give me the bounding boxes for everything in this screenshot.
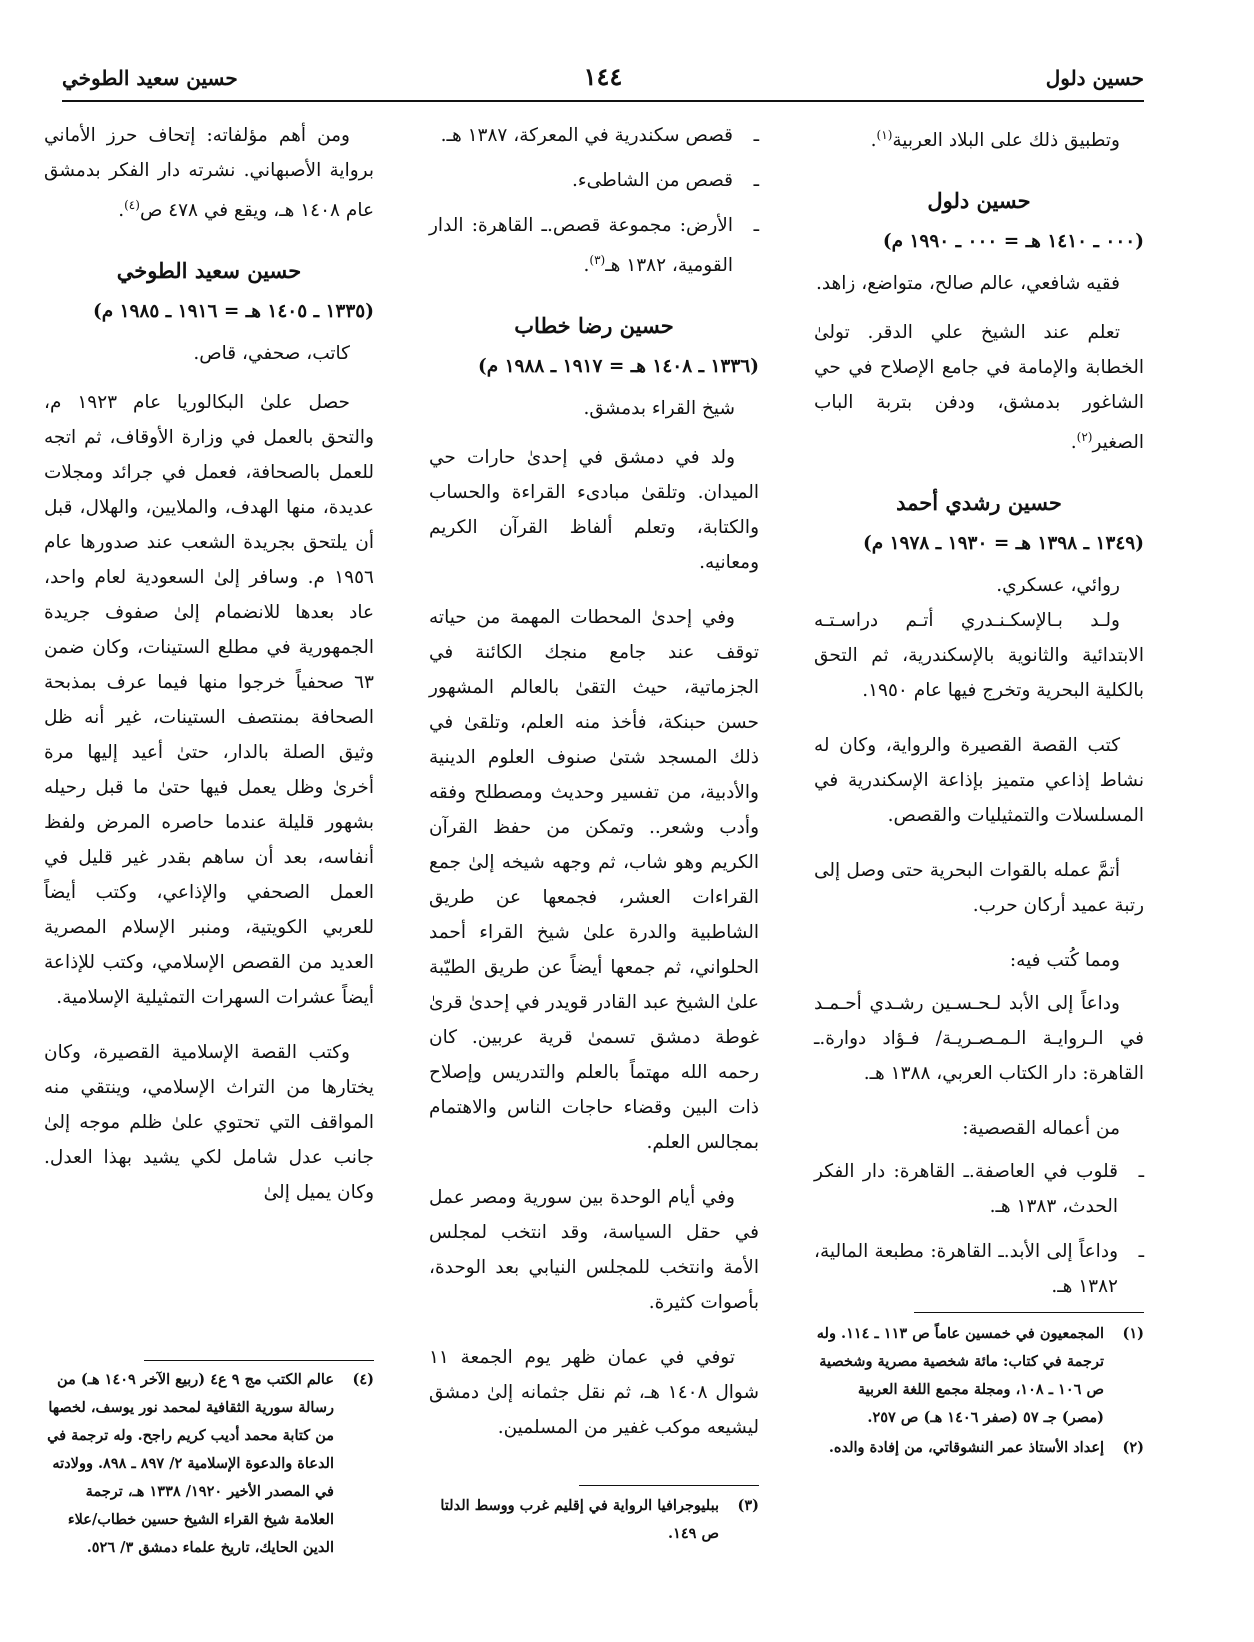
column-right bbox=[814, 118, 1144, 1314]
footnotes-left bbox=[44, 1366, 374, 1564]
work-item: ـ وداعاً إلى الأبد.ـ القاهرة: مطبعة المالية، ١٣٨٢ هـ. bbox=[814, 1241, 1144, 1298]
running-header bbox=[62, 58, 1144, 102]
work-item: ـ الأرض: مجموعة قصص.ـ القاهرة: الدار القومية، ١٣٨٢ هـ$^{(٣)}$. bbox=[429, 215, 759, 277]
continuation-paragraph: وتطبيق ذلك على البلاد العربية$^{(١)}$. bbox=[870, 128, 1120, 152]
column-middle bbox=[429, 118, 759, 1465]
bio-dates: (١٣٣٦ ـ ١٤٠٨ هـ = ١٩١٧ ـ ١٩٨٨ م) bbox=[477, 356, 759, 378]
column-left bbox=[44, 118, 374, 1230]
bio-paragraph: ولـد بـالإسكـنـدري أتـم دراسـتـه الابتدائية والثانوية بالإسكندرية، ثم التحق بالكلية البحرية وتخرج فيها عام ١٩٥٠. bbox=[814, 610, 1144, 702]
bio-description: روائي، عسكري. bbox=[996, 575, 1120, 597]
bio-paragraph: أتمَّ عمله بالقوات البحرية حتى وصل إلى رتبة عميد أركان حرب. bbox=[814, 860, 1144, 917]
work-item: ـ قلوب في العاصفة.ـ القاهرة: دار الفكر الحدث، ١٣٨٣ هـ. bbox=[814, 1161, 1144, 1218]
bio-title: حسين سعيد الطوخي bbox=[116, 258, 302, 284]
bio-paragraph: كتب القصة القصيرة والرواية، وكان له نشاط إذاعي متميز بإذاعة الإسكندرية في المسلسلات والتمثيليات والقصص. bbox=[814, 735, 1144, 827]
bio-paragraph: وفي إحدىٰ المحطات المهمة من حياته توقف عند جامع منجك الكائنة في الجزماتية، حيث التقىٰ بالعالم المشهور حسن حبنكة، فأخذ منه العلم، وتلقىٰ في ذلك المسجد شتىٰ صنوف العلوم الدينية والأدبية، من تفسير وحديث ومصطلح وفقه وأدب وشعر.. وتمكن من حفظ القرآن الكريم وهو شاب، ثم وجهه شيخه إلىٰ جمع القراءات العشر، فجمعها عن طريق الشاطبية والدرة علىٰ شيخ القراء أحمد الحلواني، ثم جمعها أيضاً عن طريق الطيّبة علىٰ الشيخ عبد القادر قويدر في إحدىٰ قرىٰ غوطة دمشق تسمىٰ قرية عربين. كان رحمه الله مهتماً بالعلم والتدريس وإصلاح ذات البين وقضاء حاجات الناس والاهتمام بمجالس العلم. bbox=[429, 607, 759, 1154]
bio-title: حسين رشدي أحمد bbox=[896, 490, 1062, 516]
bio-dates: (١٣٤٩ ـ ١٣٩٨ هـ = ١٩٣٠ ـ ١٩٧٨ م) bbox=[862, 533, 1144, 555]
bio-paragraph: حصل علىٰ البكالوريا عام ١٩٢٣ م، والتحق بالعمل في وزارة الأوقاف، ثم اتجه للعمل بالصحافة، فعمل في جرائد ومجلات عديدة، منها الهدف، والملايين، والهلال، قبل أن يلتحق بجريدة الشعب عند صدورها عام ١٩٥٦ م. وسافر إلىٰ السعودية لعام واحد، عاد بعدها للانضمام إلىٰ صفوف جريدة الجمهورية في مطلع الستينات، وكان ضمن ٦٣ صحفياً خرجوا منها فيما عرف بمذبحة الصحافة بمنتصف الستينات، غير أنه ظل وثيق الصلة بالدار، حتىٰ أعيد إليها مرة أخرىٰ وظل يعمل فيها حتىٰ ما قبل رحيله بشهور قليلة عندما حاصره المرض ولفظ أنفاسه، بعد أن ساهم بقدر غير قليل في العمل الصحفي والإذاعي، وكتب أيضاً للعربي الكويتية، ومنبر الإسلام المصرية العديد من القصص الإسلامي، وكتب للإذاعة أيضاً عشرات السهرات التمثيلية الإسلامية. bbox=[44, 392, 374, 1009]
footnote-rule bbox=[579, 1485, 759, 1486]
footnote-ref: (١) bbox=[876, 128, 893, 142]
bio-dates: (٠٠٠ ـ ١٤١٠ هـ = ٠٠٠ ـ ١٩٩٠ م) bbox=[882, 231, 1144, 253]
bio-paragraph: توفي في عمان ظهر يوم الجمعة ١١ شوال ١٤٠٨ هـ، ثم نقل جثمانه إلىٰ دمشق ليشيعه موكب غفير من المسلمين. bbox=[429, 1347, 759, 1439]
work-item: ـ قصص من الشاطىء. bbox=[572, 170, 759, 191]
footnote: (٢) إعداد الأستاذ عمر النشوقاتي، من إفادة والده. bbox=[828, 1439, 1144, 1456]
bio-description: شيخ القراء بدمشق. bbox=[583, 398, 735, 420]
work-item: ـ قصص سكندرية في المعركة، ١٣٨٧ هـ. bbox=[440, 125, 759, 146]
bio-description: فقيه شافعي، عالم صالح، متواضع، زاهد. bbox=[815, 273, 1120, 295]
footnote: (٤) عالم الكتب مج ٩ ع٤ (ربيع الآخر ١٤٠٩ هـ) من رسالة سورية الثقافية لمحمد نور يوسف، لخصها من كتابة محمد أديب كريم راجح. وله ترجمة في الدعاة والدعوة الإسلامية ٢/ ٨٩٧ ـ ٨٩٨. وولادته في المصدر الأخير ١٩٢٠/ ١٣٣٨ هـ، ترجمة العلامة شيخ القراء الشيخ حسين خطاب/علاء الدين الحايك، تاريخ علماء دمشق ٣/ ٥٢٦. bbox=[47, 1371, 374, 1556]
footnotes-right bbox=[814, 1320, 1144, 1464]
continuation-paragraph: ومن أهم مؤلفاته: إتحاف حرز الأماني برواية الأصبهاني. نشرته دار الفكر بدمشق عام ١٤٠٨ هـ، ويقع في ٤٧٨ ص$^{(٤)}$. bbox=[44, 125, 374, 222]
footnote-rule bbox=[914, 1312, 1144, 1313]
bio-paragraph: ولد في دمشق في إحدىٰ حارات حي الميدان. وتلقىٰ مبادىء القراءة والحساب والكتابة، وتعلم ألفاظ القرآن الكريم ومعانيه. bbox=[429, 447, 759, 574]
bio-paragraph: ومما كُتب فيه: bbox=[1009, 950, 1120, 972]
footnote-ref: (٣) bbox=[589, 253, 606, 267]
footnote: (٣) ببليوجرافيا الرواية في إقليم غرب ووسط الدلتا ص ١٤٩. bbox=[440, 1497, 759, 1542]
bio-paragraph: تعلم عند الشيخ علي الدقر. تولىٰ الخطابة والإمامة في جامع الإصلاح في حي الشاغور بدمشق، ودفن بتربة الباب الصغير$^{(٢)}$. bbox=[814, 322, 1144, 454]
bio-paragraph: وكتب القصة الإسلامية القصيرة، وكان يختارها من التراث الإسلامي، وينتقي منه المواقف التي تحتوي علىٰ ظلم موجه إلىٰ جانب عدل شامل لكي يشيد بهذا العدل. وكان يميل إلىٰ bbox=[44, 1042, 374, 1204]
footnote-ref: (٢) bbox=[1076, 430, 1093, 445]
bio-title: حسين دلول bbox=[927, 188, 1031, 214]
page-number: ١٤٤ bbox=[583, 62, 623, 91]
bio-paragraph: وداعاً إلى الأبد لـحـسـين رشـدي أحـمـد في الـروايـة الـمـصـريـة/ فـؤاد دوارة.ـ القاهرة: دار الكتاب العربي، ١٣٨٨ هـ. bbox=[814, 993, 1144, 1085]
running-head-right: حسين دلول bbox=[1045, 66, 1144, 90]
bio-dates: (١٣٣٥ ـ ١٤٠٥ هـ = ١٩١٦ ـ ١٩٨٥ م) bbox=[92, 301, 374, 323]
footnote: (١) المجمعيون في خمسين عاماً ص ١١٣ ـ ١١٤. وله ترجمة في كتاب: مائة شخصية مصرية وشخصية ص ١٠٦ ـ ١٠٨، ومجلة مجمع اللغة العربية (مصر) جـ ٥٧ (صفر ١٤٠٦ هـ) ص ٢٥٧. bbox=[816, 1325, 1144, 1426]
bio-paragraph: وفي أيام الوحدة بين سورية ومصر عمل في حقل السياسة، وقد انتخب لمجلس الأمة وانتخب للمجلس النيابي بعد الوحدة، بأصوات كثيرة. bbox=[429, 1187, 759, 1314]
bio-description: كاتب، صحفي، قاص. bbox=[193, 343, 350, 365]
works-label: من أعماله القصصية: bbox=[962, 1118, 1120, 1140]
running-head-left: حسين سعيد الطوخي bbox=[62, 66, 238, 90]
bio-title: حسين رضا خطاب bbox=[514, 313, 674, 339]
footnote-ref: (٤) bbox=[124, 198, 140, 212]
footnote-rule bbox=[144, 1360, 374, 1361]
footnotes-middle bbox=[429, 1492, 759, 1550]
